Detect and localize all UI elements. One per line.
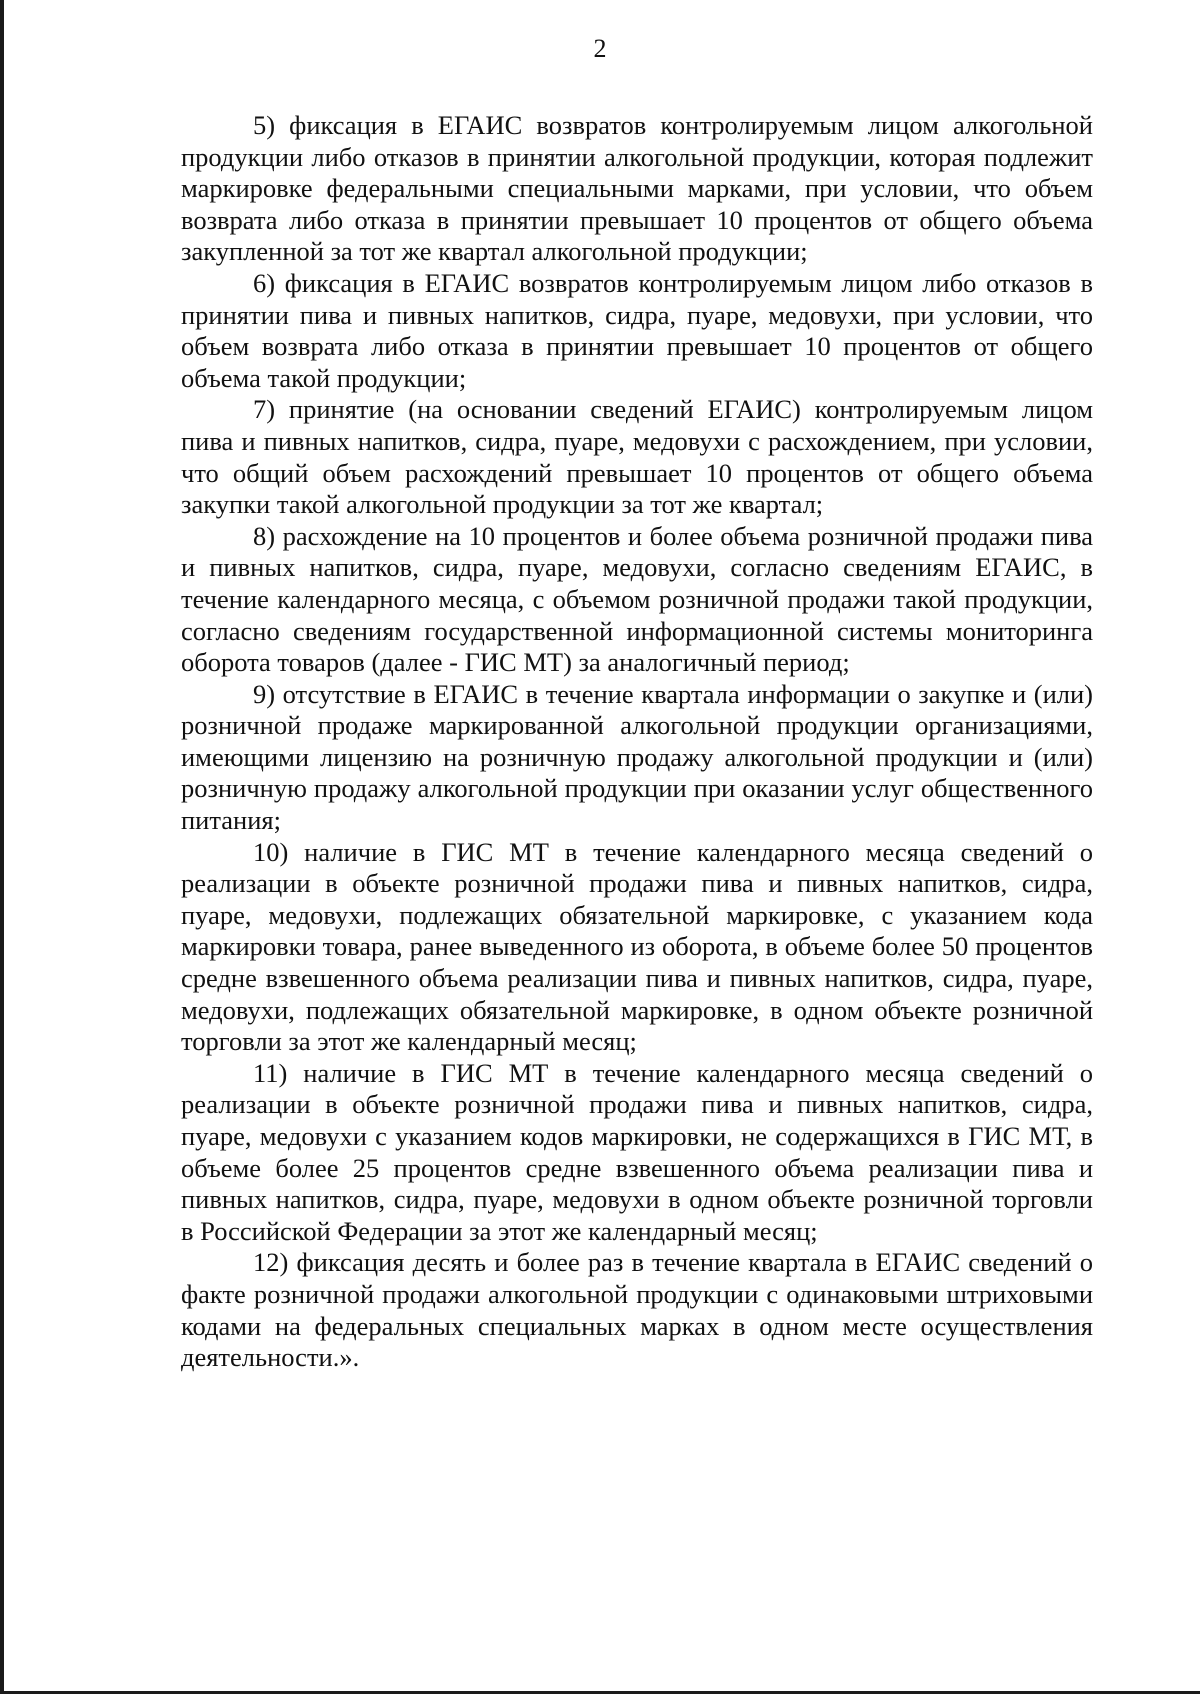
page-number: 2 bbox=[593, 34, 607, 63]
list-item-12: 12) фиксация десять и более раз в течение квартала в ЕГАИС сведений о факте розничной продажи алкогольной продукции с одинаковыми штриховыми кодами на федеральных специальных марках в одном месте осуществления деятельности.». bbox=[181, 1247, 1093, 1373]
list-item-10: 10) наличие в ГИС МТ в течение календарного месяца сведений о реализации в объекте розничной продажи пива и пивных напитков, сидра, пуаре, медовухи, подлежащих обязательной маркировке, с указанием кода маркировки товара, ранее выведенного из оборота, в объеме более 50 процентов средне взвешенного объема реализации пива и пивных напитков, сидра, пуаре, медовухи, подлежащих обязательной маркировке, в одном объекте розничной торговли за этот же календарный месяц; bbox=[181, 836, 1093, 1057]
list-item-7: 7) принятие (на основании сведений ЕГАИС) контролируемым лицом пива и пивных напитков, сидра, пуаре, медовухи с расхождением, при условии, что общий объем расхождений превышает 10 процентов от общего объема закупки такой алкогольной продукции за тот же квартал; bbox=[181, 394, 1093, 520]
list-item-8: 8) расхождение на 10 процентов и более объема розничной продажи пива и пивных напитков, сидра, пуаре, медовухи, согласно сведениям ЕГАИС, в течение календарного месяца, с объемом розничной продажи такой продукции, согласно сведениям государственной информационной системы мониторинга оборота товаров (далее - ГИС МТ) за аналогичный период; bbox=[181, 520, 1093, 678]
list-item-5: 5) фиксация в ЕГАИС возвратов контролируемым лицом алкогольной продукции либо отказов в принятии алкогольной продукции, которая подлежит маркировке федеральными специальными марками, при условии, что объем возврата либо отказа в принятии превышает 10 процентов от общего объема закупленной за тот же квартал алкогольной продукции; bbox=[181, 110, 1093, 267]
list-item-6: 6) фиксация в ЕГАИС возвратов контролируемым лицом либо отказов в принятии пива и пивных напитков, сидра, пуаре, медовухи, при условии, что объем возврата либо отказа в принятии превышает 10 процентов от общего объема такой продукции; bbox=[181, 267, 1093, 393]
scan-edge-left bbox=[0, 0, 4, 1694]
list-item-11: 11) наличие в ГИС МТ в течение календарного месяца сведений о реализации в объекте розничной продажи пива и пивных напитков, сидра, пуаре, медовухи с указанием кодов маркировки, не содержащихся в ГИС МТ, в объеме более 25 процентов средне взвешенного объема реализации пива и пивных напитков, сидра, пуаре, медовухи в одном объекте розничной торговли в Российской Федерации за этот же календарный месяц; bbox=[181, 1057, 1093, 1246]
list-item-9: 9) отсутствие в ЕГАИС в течение квартала информации о закупке и (или) розничной продаже маркированной алкогольной продукции организациями, имеющими лицензию на розничную продажу алкогольной продукции и (или) розничную продажу алкогольной продукции при оказании услуг общественного питания; bbox=[181, 678, 1093, 836]
document-body bbox=[181, 110, 1093, 1374]
